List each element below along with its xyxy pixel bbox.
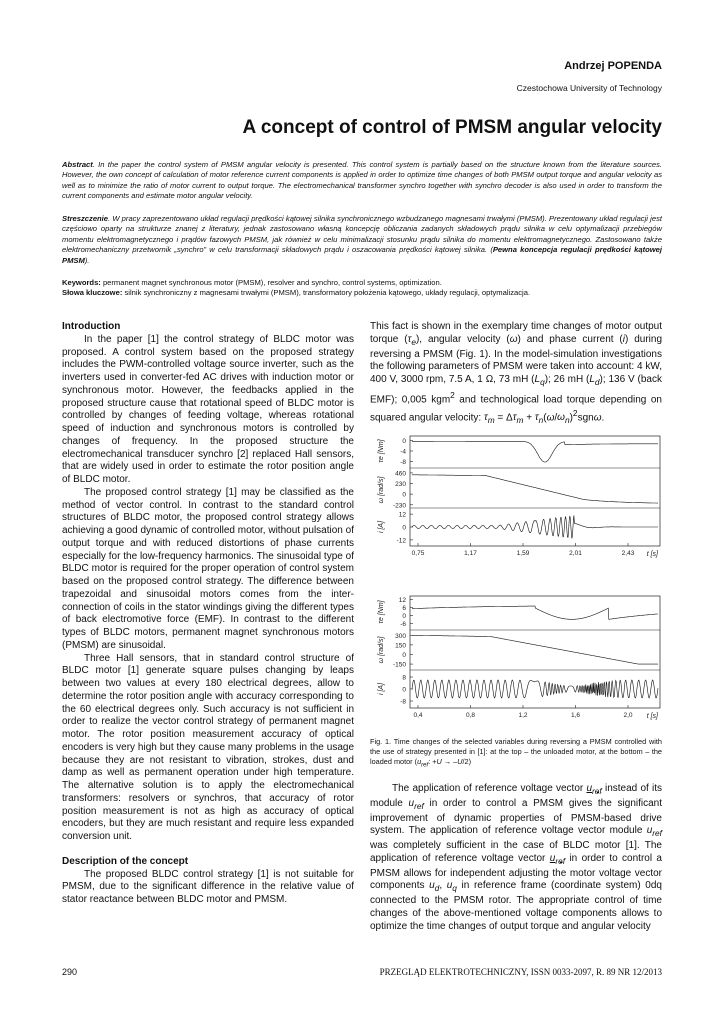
y-axis-label: i [A] xyxy=(378,682,385,696)
y-tick-label: 0 xyxy=(402,438,406,446)
y-tick-label: 8 xyxy=(402,674,406,682)
x-tick-label: 1,17 xyxy=(464,550,477,557)
y-tick-label: 0 xyxy=(402,686,406,694)
y-tick-label: 230 xyxy=(395,481,406,489)
y-tick-label: -6 xyxy=(400,620,406,628)
x-tick-label: 0,4 xyxy=(413,712,423,719)
heading-introduction: Introduction xyxy=(62,321,121,332)
paragraph: In the paper [1] the control strategy of BLDC motor was proposed. A control system based on the proposed strategy includes the PWM-controlled voltage source inverter, such as the inverters used in converter-fed AC drives with induction motor or synchronous motor. However, the feedbacks applied in the proposed structure cause that rotational speed of BLDC motor is controlled by changes of feeding voltage, whereas rotational speed of induction and synchronous motors is controlled by changes of frequency. In the proposed structure the electromechanical transducer synchro [2] replaced Hall sensors, that are widely used in order to estimate the rotor position angle of BLDC motor. xyxy=(62,333,354,485)
y-tick-label: 0 xyxy=(402,612,406,620)
y-axis-label: ω [rad/s] xyxy=(378,476,385,504)
y-tick-label: 300 xyxy=(395,632,406,640)
y-tick-label: -4 xyxy=(400,448,406,456)
x-tick-label: 2,43 xyxy=(621,550,635,557)
y-axis-label: τe [Nm] xyxy=(378,439,385,463)
left-column xyxy=(62,321,354,907)
paragraph: Three Hall sensors, that in standard control structure of BLDC motor [1] generate square pulses changing by leaps between two values at every 180 electrical degrees, allow to determine the rotor position angle with accuracy corresponding to the 60 electrical degrees only. Such accuracy is not sufficient in order to realize the vector control strategy of permanent magnet motor. The rotor position measurement accuracy of optical encoders is very high but they cause many problems in the usage because they are not resistant to vibration, strokes, dust and damp as well as permanent operation under high temperature. The alternative solution is to apply the electromechanical transformers: resolvers or synchros, that accuracy of rotor position measurement is not as high as accuracy of optical encoders, but they are much resistant and require less expanded conversion unit. xyxy=(62,652,354,842)
y-tick-label: 12 xyxy=(398,596,406,604)
series-line xyxy=(412,680,658,698)
y-tick-label: -150 xyxy=(392,661,406,669)
paragraph: The proposed control strategy [1] may be classified as the method of vector control. In contrast to the standard control structures of BLDC motor, the proposed control strategy allows achieving a good dynamic of controlled motor, without pulsation of output torque and with reduced distortions of phase currents especially for the low-frequency harmonics. The sinusoidal type of BLDC motor is required for the proper operation of control system based on the proposed control strategy. The difference between trapezoidal and sinusoidal motors comes from the inter-connection of coils in the stator windings giving the different types of back electromotive force (EMF). In contrast to the different types of BLDC motors, permanent magnet synchronous motors (PMSM) are sinusoidal. xyxy=(62,486,354,651)
abstract: Abstract. In the paper the control system of PMSM angular velocity is presented. This control system is partially based on the structure known from the literature sources. However, the own concept of calculation of motor reference current components is applied in order to optimize time changes of both PMSM output torque and angular velocity as well as to minimize the ratio of motor current to output torque. The electromechanical transformer synchro together with synchro decoder is also used in order to transform the current components and estimate motor angular velocity. xyxy=(62,160,662,201)
affiliation: Czestochowa University of Technology xyxy=(516,83,662,93)
y-tick-label: 460 xyxy=(395,470,406,478)
page-number: 290 xyxy=(62,967,78,977)
figure-caption: Fig. 1. Time changes of the selected variables during reversing a PMSM controlled with the use of strategy presented in [1]: at the top – the unloaded motor, at the bottom – the loaded motor ($u_{ref}$: +U → –U/2) xyxy=(370,737,662,769)
author: Andrzej POPENDA xyxy=(564,60,662,72)
x-axis-label: t [s] xyxy=(646,713,658,720)
paper-title: A concept of control of PMSM angular velocity xyxy=(242,117,662,138)
y-tick-label: 0 xyxy=(402,524,406,532)
series-line xyxy=(412,635,658,664)
y-tick-label: -12 xyxy=(396,537,406,545)
y-tick-label: 6 xyxy=(402,604,406,612)
y-tick-label: -8 xyxy=(400,458,406,466)
y-tick-label: 12 xyxy=(398,511,406,519)
x-tick-label: 1,6 xyxy=(570,712,581,719)
y-tick-label: 150 xyxy=(395,642,406,650)
x-tick-label: 1,2 xyxy=(518,712,528,719)
series-line xyxy=(412,475,658,503)
x-tick-label: 2,0 xyxy=(623,712,633,719)
paragraph: The proposed BLDC control strategy [1] is not suitable for PMSM, due to the significant difference in the relative value of stator reactance between BLDC motor and PMSM. xyxy=(62,868,354,905)
keywords-pl: Słowa kluczowe: silnik synchroniczny z magnesami trwałymi (PMSM), transformatory położenia kątowego, układy regulacji, optymalizacja. xyxy=(62,288,531,297)
series-line xyxy=(412,606,658,619)
x-tick-label: 2,01 xyxy=(569,550,582,557)
y-axis-label: i [A] xyxy=(378,520,385,534)
y-tick-label: -230 xyxy=(392,502,406,510)
x-axis-label: t [s] xyxy=(646,551,658,558)
streszczenie: Streszczenie. W pracy zaprezentowano układ regulacji prędkości kątowej silnika synchronicznego wzbudzanego magnesami trwałymi (PMSM). Prezentowany układ regulacji jest częściowo oparty na strukturze znanej z literatury, jednak zastosowano własną koncepcję obliczania zadanych składowych prądu silnika w celu optymalizacji przebiegów momentu elektromagnetycznego i prądów fazowych PMSM, jak również w celu minimalizacji stosunku prądu silnika do momentu elektromagnetycznego. Zastosowano także elektromechaniczny przetwornik „synchro” w celu transformacji składowych prądu i oszacowania prędkości kątowej silnika. (Pewna koncepcja regulacji prędkości kątowej PMSM). xyxy=(62,214,662,265)
series-line xyxy=(412,441,658,462)
figure-1 xyxy=(368,430,664,748)
y-tick-label: 0 xyxy=(402,651,406,659)
x-tick-label: 0,8 xyxy=(465,712,476,719)
right-paragraph-1: This fact is shown in the exemplary time changes of motor output torque $(\tau_e)$, angular velocity (ω) and phase current (i) during reversing a PMSM (Fig. 1). In the model-simulation investigations the following parameters of PMSM were taken into account: 4 kW, 400 V, 3000 rpm, 7.5 A, 1 Ω, 73 mH $(L_q)$; 26 mH $(L_d)$; 136 V (back EMF); 0,005 kgm$^2$ and technological load torque depending on squared angular velocity: $\tau_m = \Delta\tau_m + \tau_n(\omega/\omega_n)^2sgn\omega$. xyxy=(370,321,663,426)
series-line xyxy=(412,515,658,538)
y-axis-label: τe [Nm] xyxy=(378,600,385,624)
chart-frame xyxy=(410,596,660,708)
x-tick-label: 0,75 xyxy=(411,550,425,557)
right-paragraph-2: The application of reference voltage vector $u_{ref}$ instead of its module $u_{ref}$ in order to control a PMSM gives the significant improvement of dynamic properties of PMSM-based drive system. The application of reference voltage vector module $u_{ref}$ was completely sufficient in the case of BLDC motor [1]. The application of reference voltage vector $u_{ref}$ in order to control a PMSM allows for independent adjusting the motor voltage vector components $u_d$, $u_q$ in reference frame (coordinate system) 0dq connected to the PMSM rotor. The appropriate control of time changes of the above-mentioned voltage components allows to optimize the time changes of output torque and angular velocity xyxy=(370,783,663,932)
y-tick-label: -8 xyxy=(400,698,406,706)
y-axis-label: ω [rad/s] xyxy=(378,636,385,664)
y-tick-label: 0 xyxy=(402,491,406,499)
chart-frame xyxy=(410,436,660,546)
journal-footer: PRZEGLĄD ELEKTROTECHNICZNY, ISSN 0033-2097, R. 89 NR 12/2013 xyxy=(379,967,662,977)
keywords-en: Keywords: permanent magnet synchronous motor (PMSM), resolver and synchro, control systems, optimization. xyxy=(62,278,442,287)
heading-description: Description of the concept xyxy=(62,855,189,867)
x-tick-label: 1,59 xyxy=(516,550,530,557)
